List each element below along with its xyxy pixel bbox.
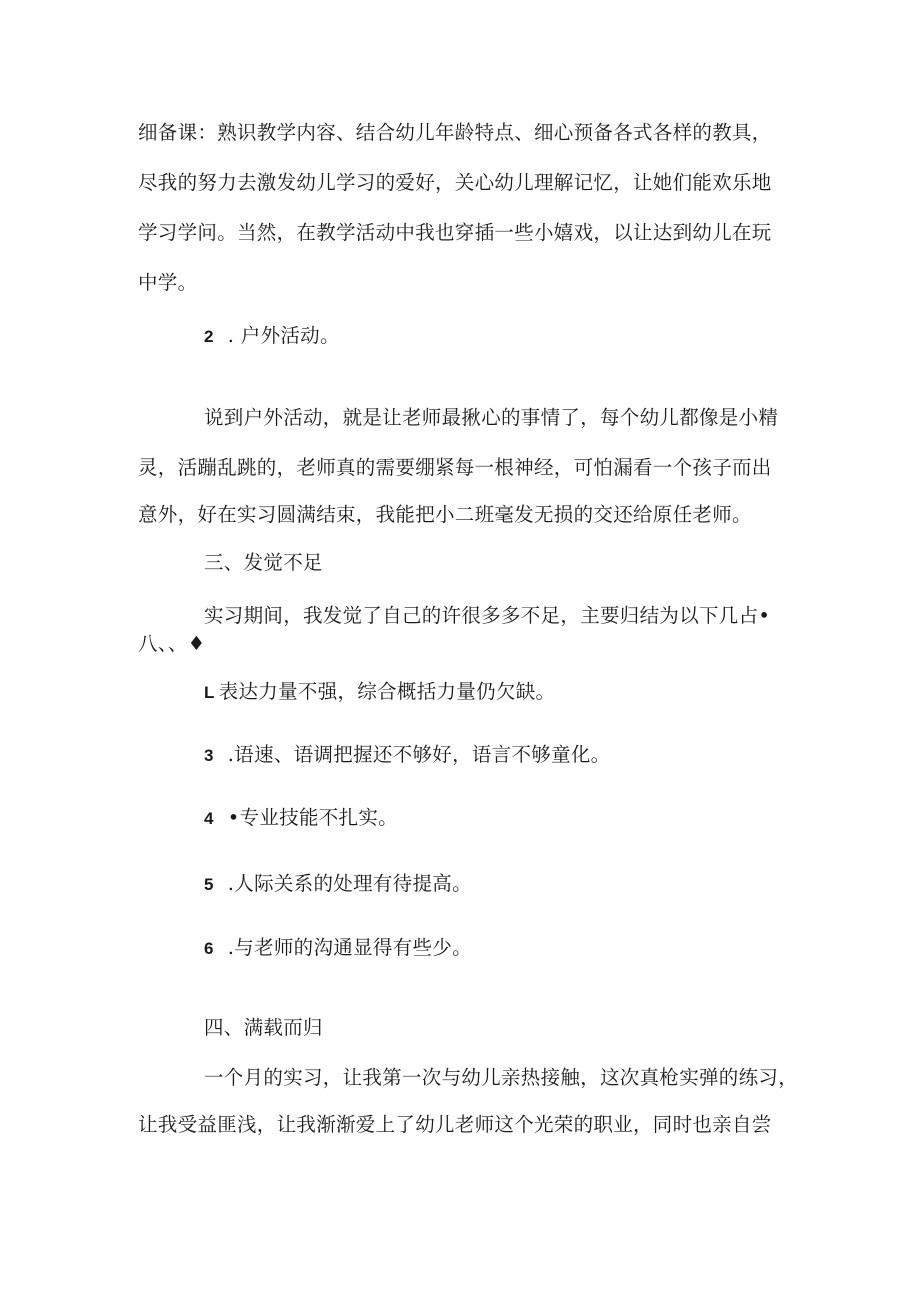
para3-line2: 八、、♦	[138, 632, 206, 655]
list-item-4-number: 5	[204, 875, 214, 894]
para2-line3: 意外，好在实习圆满结束，我能把小二班毫发无损的交还给原任老师。	[138, 503, 752, 526]
section-3-heading: 三、发觉不足	[204, 551, 323, 574]
para3-line1: 实习期间，我发觉了自己的许很多多不足，主要归结为以下几占•	[204, 604, 771, 627]
list-item-1-number: L	[204, 683, 215, 702]
list-item-4-text: .人际关系的处理有待提高。	[227, 872, 472, 895]
list-item-3-number: 4	[204, 809, 214, 828]
para1-line3: 学习学问。当然，在教学活动中我也穿插一些小嬉戏，以让达到幼儿在玩	[138, 221, 772, 244]
para1-line1: 细备课：熟识教学内容、结合幼儿年龄特点、细心预备各式各样的教具，	[138, 121, 772, 144]
para4-line1: 一个月的实习，让我第一次与幼儿亲热接触，这次真枪实弹的练习，	[204, 1066, 799, 1089]
item-2	[204, 324, 854, 349]
para1-line2: 尽我的努力去激发幼儿学习的爱好，关心幼儿理解记忆，让她们能欢乐地	[138, 171, 772, 194]
list-item-5-text: .与老师的沟通显得有些少。	[227, 936, 472, 959]
list-item-5-number: 6	[204, 939, 214, 958]
list-item-1	[204, 680, 854, 705]
list-item-3-text: •专业技能不扎实。	[227, 806, 398, 829]
list-item-3	[204, 806, 854, 831]
list-item-2-number: 3	[204, 746, 214, 765]
para2-line2: 灵，活蹦乱跳的，老师真的需要绷紧每一根神经，可怕漏看一个孩子而出	[138, 456, 772, 479]
list-item-2	[204, 743, 854, 768]
para1-line4: 中学。	[138, 271, 198, 294]
item-2-number: 2	[204, 327, 214, 346]
para2-line1: 说到户外活动，就是让老师最揪心的事情了，每个幼儿都像是小精	[204, 406, 779, 429]
list-item-2-text: .语速、语调把握还不够好，语言不够童化。	[227, 743, 611, 766]
list-item-1-text: 表达力量不强，综合概括力量仍欠缺。	[218, 680, 556, 703]
item-2-text: . 户外活动。	[227, 324, 340, 347]
list-item-5	[204, 936, 854, 961]
list-item-4	[204, 872, 854, 897]
section-4-heading: 四、满载而归	[204, 1016, 323, 1039]
para4-line2: 让我受益匪浅，让我渐渐爱上了幼儿老师这个光荣的职业，同时也亲自尝	[138, 1113, 772, 1136]
